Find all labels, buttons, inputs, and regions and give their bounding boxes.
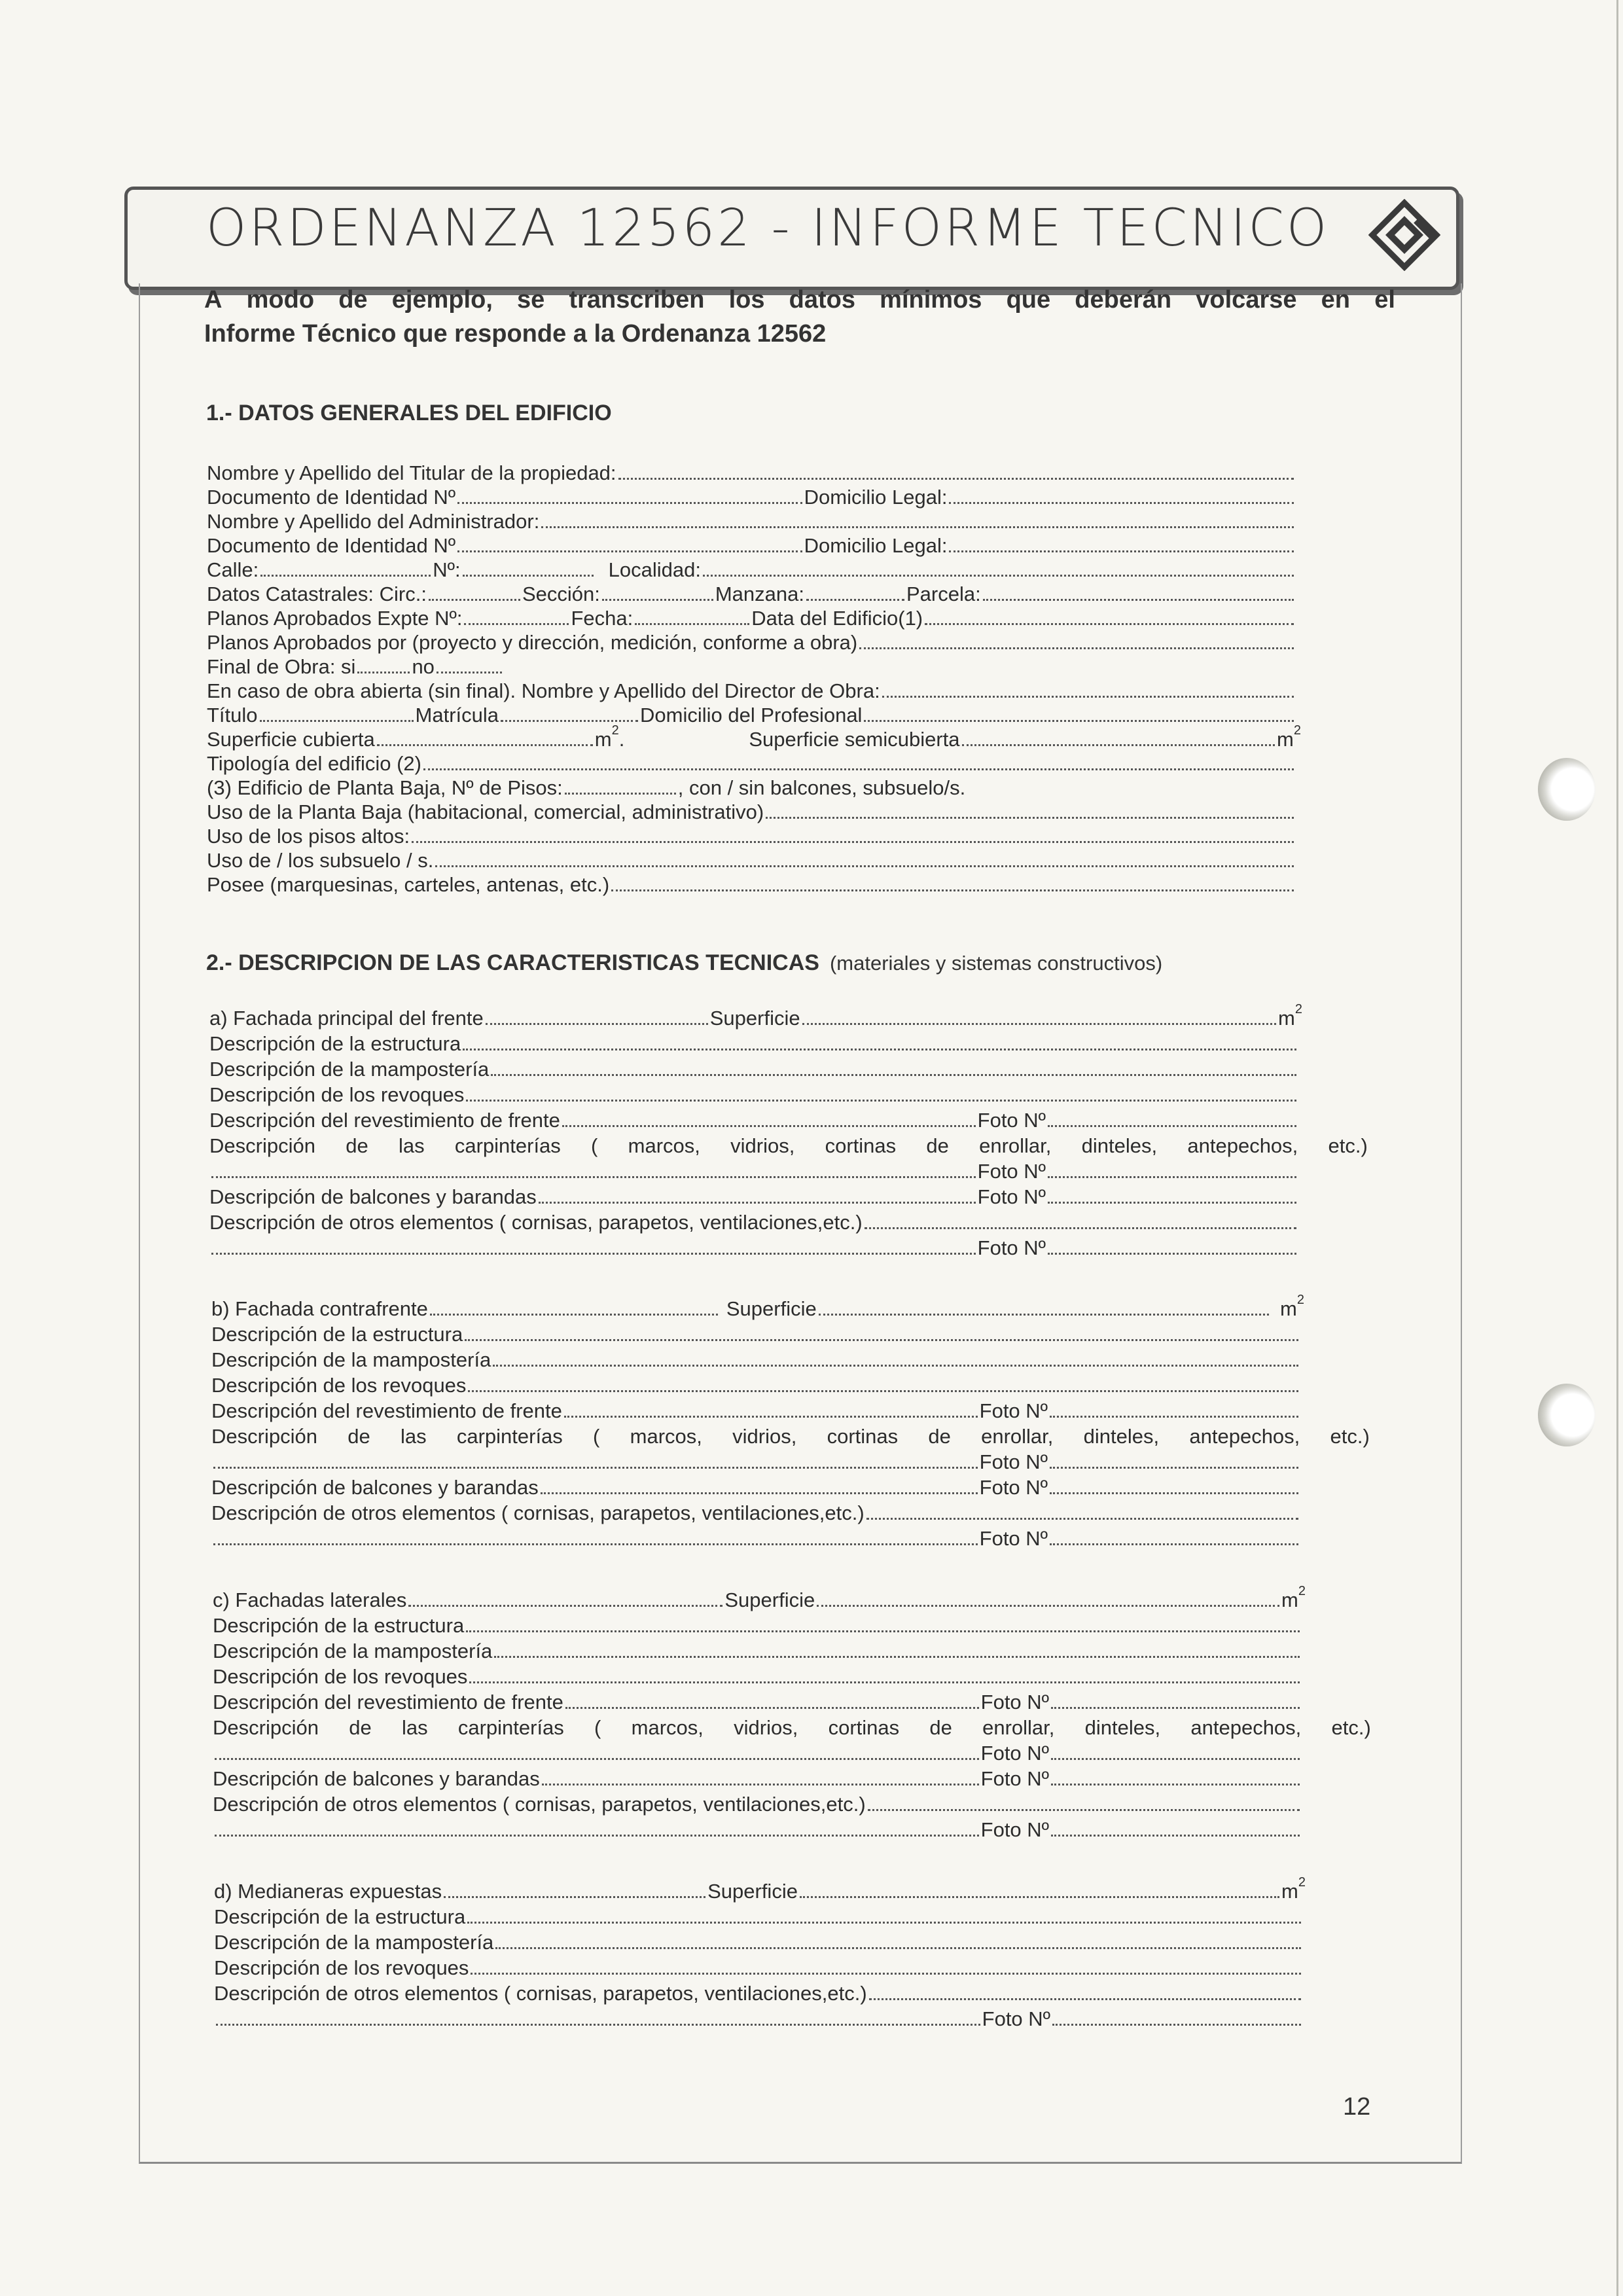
word: (	[594, 1716, 601, 1739]
fill-line[interactable]	[457, 502, 802, 504]
unit-m2: $m^2$	[1278, 1002, 1302, 1030]
page-number: 12	[1343, 2093, 1371, 2121]
intro-word: que	[1006, 286, 1051, 314]
label: Foto Nº	[979, 1450, 1048, 1473]
label: Foto Nº	[979, 1476, 1048, 1499]
word: antepechos,	[1190, 1716, 1302, 1739]
fachada-c-header	[213, 1584, 1306, 1612]
label: Foto Nº	[977, 1236, 1046, 1259]
page-edge	[1616, 0, 1618, 2296]
fill-line[interactable]	[215, 1758, 979, 1760]
fill-line[interactable]	[1050, 1492, 1298, 1494]
label: Descripción de la mampostería	[213, 1640, 493, 1662]
fill-line[interactable]	[408, 1605, 722, 1607]
label: Data del Edificio(1)	[751, 607, 923, 630]
label: Sección:	[522, 583, 600, 605]
fill-line[interactable]	[869, 1998, 1301, 2000]
label: Foto Nº	[980, 1767, 1049, 1790]
fill-line[interactable]	[1051, 1707, 1300, 1709]
fill-line[interactable]	[463, 575, 594, 577]
label: Título	[207, 704, 258, 726]
label: Superficie	[726, 1297, 817, 1320]
fachada-c-revestimiento	[213, 1691, 1302, 1714]
intro-word: transcriben	[569, 286, 705, 314]
punch-hole-top	[1538, 758, 1596, 821]
fill-line[interactable]	[635, 623, 749, 625]
word: etc.)	[1331, 1716, 1371, 1739]
fill-line[interactable]	[983, 599, 1294, 601]
fill-line[interactable]	[1050, 1543, 1298, 1545]
fill-line[interactable]	[501, 720, 638, 722]
fill-line[interactable]	[565, 1707, 979, 1709]
fachada-a-header	[209, 1002, 1302, 1030]
intro-word: de	[338, 286, 368, 314]
fachada-b-balcones	[211, 1476, 1300, 1499]
word: marcos,	[630, 1425, 702, 1448]
fachada-a-mamposteria	[209, 1058, 1298, 1081]
label: Descripción de balcones y barandas	[213, 1767, 540, 1790]
fill-line[interactable]	[471, 1973, 1301, 1975]
word: vidrios,	[732, 1425, 797, 1448]
fill-line[interactable]	[215, 1835, 979, 1837]
fill-line[interactable]	[1048, 1125, 1296, 1127]
word: (	[591, 1134, 598, 1157]
fill-line[interactable]	[602, 599, 713, 601]
fachada-a-otros	[209, 1211, 1298, 1234]
fachada-c-estructura	[213, 1614, 1302, 1638]
unit-m2: $m^2$.	[594, 723, 625, 751]
fill-line[interactable]	[430, 1314, 718, 1316]
intro-word: A	[204, 286, 223, 314]
fill-line[interactable]	[806, 599, 904, 601]
fill-line[interactable]	[1048, 1202, 1296, 1204]
word: las	[398, 1134, 425, 1157]
word: carpinterías	[456, 1425, 563, 1448]
fachada-b-revestimiento	[211, 1399, 1300, 1423]
label: Parcela:	[906, 583, 981, 605]
intro-line-2: Informe Técnico que responde a la Ordenanza 12562	[204, 320, 827, 348]
label: Descripción de la estructura	[209, 1032, 461, 1055]
field-final-obra	[207, 655, 504, 679]
word: vidrios,	[730, 1134, 795, 1157]
medianeras-mamposteria	[214, 1931, 1303, 1954]
fachada-b-otros	[211, 1501, 1300, 1525]
unit-m2: $m^2$	[1281, 1875, 1306, 1903]
fill-line[interactable]	[466, 1630, 1300, 1632]
section-2-heading: 2.- DESCRIPCION DE LAS CARACTERISTICAS TECNICAS	[206, 950, 819, 975]
fill-line[interactable]	[211, 1253, 976, 1255]
fill-line[interactable]	[216, 2024, 980, 2026]
fill-line[interactable]	[565, 793, 676, 795]
label: Descripción del revestimiento de frente	[209, 1109, 560, 1132]
field-posee	[207, 873, 1296, 897]
fill-line[interactable]	[1050, 1416, 1298, 1418]
word: las	[400, 1425, 427, 1448]
word: enrollar,	[981, 1425, 1054, 1448]
fachada-c-mamposteria	[213, 1640, 1302, 1663]
fill-line[interactable]	[949, 502, 1294, 504]
label: Planos Aprobados por (proyecto y dirección, medición, conforme a obra)	[207, 631, 858, 654]
section-1-title: 1.- DATOS GENERALES DEL EDIFICIO	[206, 401, 612, 425]
label: Descripción de otros elementos ( cornisas, parapetos, ventilaciones,etc.)	[209, 1211, 863, 1234]
label: a) Fachada principal del frente	[209, 1007, 484, 1030]
fill-line[interactable]	[211, 1176, 976, 1178]
fill-line[interactable]	[618, 478, 1294, 480]
fachada-b-estructura	[211, 1323, 1300, 1346]
section-2-title	[206, 950, 1162, 976]
fill-line[interactable]	[494, 1656, 1300, 1658]
fachada-a-carpinterias	[209, 1134, 1368, 1158]
word: de	[349, 1716, 372, 1739]
fachada-c-carpinterias-cont	[213, 1742, 1302, 1765]
word: cortinas	[825, 1134, 897, 1157]
field-uso-subsuelos	[207, 849, 1296, 872]
word: enrollar,	[979, 1134, 1052, 1157]
medianeras-otros	[214, 1982, 1303, 2005]
label: Documento de Identidad Nº	[207, 534, 456, 557]
field-obra-abierta	[207, 679, 1296, 703]
label: no	[412, 655, 435, 678]
fill-line[interactable]	[435, 865, 1294, 867]
label: Descripción de balcones y barandas	[211, 1476, 539, 1499]
intro-line-1	[204, 283, 1395, 317]
label: Descripción de la mampostería	[209, 1058, 490, 1081]
word: carpinterías	[457, 1716, 564, 1739]
label: Descripción de balcones y barandas	[209, 1185, 537, 1208]
fachada-a-carpinterias-cont	[209, 1160, 1298, 1183]
diamond-logo-icon	[1368, 199, 1440, 271]
label: Superficie cubierta	[207, 728, 375, 751]
fill-line[interactable]	[802, 1023, 1276, 1025]
word: cortinas	[827, 1425, 899, 1448]
fachada-a-estructura	[209, 1032, 1298, 1056]
label: b) Fachada contrafrente	[211, 1297, 428, 1320]
fill-line[interactable]	[437, 672, 502, 673]
fachada-b-mamposteria	[211, 1348, 1300, 1372]
word: dinteles,	[1081, 1134, 1158, 1157]
word: vidrios,	[734, 1716, 798, 1739]
fill-line[interactable]	[882, 696, 1294, 698]
fill-line[interactable]	[1051, 1784, 1300, 1785]
field-uso-pb	[207, 800, 1296, 824]
fill-line[interactable]	[800, 1896, 1279, 1898]
fill-line[interactable]	[865, 1227, 1296, 1229]
label: Localidad:	[608, 558, 701, 581]
label: Foto Nº	[980, 1742, 1049, 1765]
document-title: ORDENANZA 12562 - INFORME TECNICO	[206, 199, 1330, 258]
field-uso-pisos	[207, 825, 1296, 848]
label: Uso de los pisos altos:	[207, 825, 410, 848]
label: Foto Nº	[982, 2007, 1050, 2030]
label: Foto Nº	[977, 1185, 1046, 1208]
label: Descripción de los revoques	[211, 1374, 467, 1397]
punch-hole-bottom	[1538, 1384, 1596, 1446]
word: antepechos,	[1187, 1134, 1298, 1157]
fachada-a-revestimiento	[209, 1109, 1298, 1132]
fill-line[interactable]	[213, 1467, 978, 1469]
label: Superficie semicubierta	[749, 728, 960, 751]
medianeras-estructura	[214, 1905, 1303, 1929]
label: Datos Catastrales: Circ.:	[207, 583, 427, 605]
label: Planos Aprobados Expte Nº:	[207, 607, 463, 630]
fill-line[interactable]	[542, 1784, 979, 1785]
intro-word: mínimos	[880, 286, 982, 314]
field-titular	[207, 461, 1296, 485]
fill-line[interactable]	[817, 1605, 1279, 1607]
word: de	[928, 1425, 951, 1448]
fachada-a-revoques	[209, 1083, 1298, 1107]
medianeras-otros-cont	[214, 2007, 1303, 2031]
field-tipologia	[207, 752, 1296, 776]
label: Descripción de otros elementos ( cornisas, parapetos, ventilaciones,etc.)	[214, 1982, 867, 2005]
label: Descripción de la estructura	[214, 1905, 466, 1928]
intro-word: ejemplo,	[391, 286, 493, 314]
fill-line[interactable]	[1048, 1176, 1296, 1178]
label: Descripción de los revoques	[213, 1665, 468, 1688]
label: Calle:	[207, 558, 259, 581]
fill-line[interactable]	[357, 672, 410, 673]
label: Superficie	[724, 1588, 815, 1611]
medianeras-header	[214, 1875, 1306, 1903]
label: Posee (marquesinas, carteles, antenas, etc.)	[207, 873, 610, 896]
label: Final de Obra: si	[207, 655, 356, 678]
word: etc.)	[1330, 1425, 1370, 1448]
fill-line[interactable]	[495, 1947, 1301, 1949]
fill-line[interactable]	[1050, 1467, 1298, 1469]
label: Uso de la Planta Baja (habitacional, comercial, administrativo)	[207, 800, 764, 823]
field-calle	[207, 558, 1296, 582]
fill-line[interactable]	[541, 1492, 978, 1494]
section-2-subtitle: (materiales y sistemas constructivos)	[829, 952, 1163, 975]
label: Descripción de los revoques	[209, 1083, 465, 1106]
intro-word: volcarse	[1196, 286, 1297, 314]
label: Uso de / los subsuelo / s.	[207, 849, 434, 872]
word: Descripción	[213, 1716, 319, 1739]
fachada-c-carpinterias	[213, 1716, 1371, 1740]
field-titulo	[207, 704, 1296, 727]
label: Nombre y Apellido del Administrador:	[207, 510, 540, 533]
word: de	[346, 1134, 368, 1157]
fill-line[interactable]	[949, 550, 1294, 552]
word: (	[593, 1425, 600, 1448]
fill-line[interactable]	[703, 575, 1294, 577]
word: dinteles,	[1083, 1425, 1160, 1448]
label: Descripción de los revoques	[214, 1956, 469, 1979]
label: Tipología del edificio (2)	[207, 752, 421, 775]
label: Descripción de otros elementos ( cornisas, parapetos, ventilaciones,etc.)	[213, 1793, 866, 1816]
fill-line[interactable]	[444, 1896, 705, 1898]
label: Descripción del revestimiento de frente	[213, 1691, 563, 1713]
label: Fecha:	[571, 607, 633, 630]
label: Documento de Identidad Nº	[207, 486, 456, 509]
fill-line[interactable]	[539, 1202, 976, 1204]
label: Domicilio Legal:	[804, 486, 948, 509]
label: (3) Edificio de Planta Baja, Nº de Pisos:	[207, 776, 563, 799]
word: etc.)	[1328, 1134, 1368, 1157]
header-banner	[124, 187, 1459, 290]
unit-m2: $m^2$	[1280, 1293, 1304, 1320]
fill-line[interactable]	[493, 1365, 1298, 1367]
fill-line[interactable]	[925, 623, 1294, 625]
intro-word: deberán	[1075, 286, 1172, 314]
label: Descripción de la mampostería	[211, 1348, 491, 1371]
fill-line[interactable]	[423, 768, 1294, 770]
label: Descripción de la estructura	[213, 1614, 465, 1637]
fachada-a-balcones	[209, 1185, 1298, 1209]
word: enrollar,	[982, 1716, 1055, 1739]
fachada-c-otros-cont	[213, 1818, 1302, 1842]
word: dinteles,	[1084, 1716, 1161, 1739]
field-edificio-planta	[207, 776, 965, 800]
field-planos-expte	[207, 607, 1296, 630]
label: Matrícula	[415, 704, 499, 726]
field-administrador	[207, 510, 1296, 533]
label: Foto Nº	[980, 1818, 1049, 1841]
fill-line[interactable]	[962, 744, 1275, 746]
fill-line[interactable]	[429, 599, 520, 601]
fill-line[interactable]	[868, 1809, 1300, 1811]
fill-line[interactable]	[866, 1518, 1298, 1520]
unit-m2: $m^2$	[1277, 723, 1301, 751]
fill-line[interactable]	[1052, 2024, 1301, 2026]
intro-word: los	[728, 286, 765, 314]
intro-paragraph	[204, 283, 1395, 351]
label: Foto Nº	[979, 1399, 1048, 1422]
fill-line[interactable]	[611, 889, 1294, 891]
fill-line[interactable]	[541, 526, 1294, 528]
field-catastrales	[207, 583, 1296, 606]
fill-line[interactable]	[377, 744, 593, 746]
word: las	[401, 1716, 428, 1739]
word: Descripción	[211, 1425, 317, 1448]
label: Descripción de la mampostería	[214, 1931, 494, 1954]
fill-line[interactable]	[491, 1074, 1296, 1076]
word: marcos,	[628, 1134, 700, 1157]
label: d) Medianeras expuestas	[214, 1880, 442, 1903]
fill-line[interactable]	[469, 1681, 1300, 1683]
label: Domicilio Legal:	[804, 534, 948, 557]
medianeras-revoques	[214, 1956, 1303, 1980]
fill-line[interactable]	[468, 1390, 1298, 1392]
word: Descripción	[209, 1134, 315, 1157]
label: Nombre y Apellido del Titular de la propiedad:	[207, 461, 616, 484]
word: de	[348, 1425, 370, 1448]
label: Superficie	[707, 1880, 798, 1903]
unit-m2: $m^2$	[1281, 1584, 1306, 1611]
field-planos-por	[207, 631, 1296, 655]
label: Foto Nº	[977, 1109, 1046, 1132]
fill-line[interactable]	[1051, 1835, 1300, 1837]
fachada-b-header	[211, 1293, 1304, 1321]
intro-word: en	[1321, 286, 1351, 314]
fill-line[interactable]	[457, 550, 802, 552]
fill-line[interactable]	[819, 1314, 1269, 1316]
fill-line[interactable]	[564, 1416, 978, 1418]
fill-line[interactable]	[562, 1125, 976, 1127]
label: Domicilio del Profesional	[640, 704, 863, 726]
fill-line[interactable]	[1048, 1253, 1296, 1255]
label: Nº:	[433, 558, 461, 581]
label: , con / sin balcones, subsuelo/s.	[677, 776, 966, 799]
fill-line[interactable]	[465, 1339, 1298, 1341]
fill-line[interactable]	[864, 720, 1294, 722]
intro-word: se	[517, 286, 545, 314]
fill-line[interactable]	[859, 647, 1294, 649]
word: antepechos,	[1189, 1425, 1300, 1448]
label: Foto Nº	[977, 1160, 1046, 1183]
field-documento-1	[207, 486, 1296, 509]
word: marcos,	[631, 1716, 704, 1739]
label: En caso de obra abierta (sin final). Nombre y Apellido del Director de Obra:	[207, 679, 880, 702]
fill-line[interactable]	[467, 1922, 1301, 1924]
fachada-b-carpinterias-cont	[211, 1450, 1300, 1474]
fachada-b-otros-cont	[211, 1527, 1300, 1551]
fachada-c-otros	[213, 1793, 1302, 1816]
label: Superficie	[709, 1007, 800, 1030]
fill-line[interactable]	[412, 841, 1294, 843]
label: Foto Nº	[979, 1527, 1048, 1550]
label: c) Fachadas laterales	[213, 1588, 407, 1611]
fill-line[interactable]	[466, 1100, 1296, 1102]
fachada-b-revoques	[211, 1374, 1300, 1397]
label: Manzana:	[715, 583, 804, 605]
word: carpinterías	[454, 1134, 561, 1157]
fill-line[interactable]	[213, 1543, 978, 1545]
label: Descripción de otros elementos ( cornisas, parapetos, ventilaciones,etc.)	[211, 1501, 865, 1524]
fachada-c-balcones	[213, 1767, 1302, 1791]
fill-line[interactable]	[1051, 1758, 1300, 1760]
fill-line[interactable]	[486, 1023, 708, 1025]
intro-word: modo	[246, 286, 315, 314]
fill-line[interactable]	[464, 623, 569, 625]
field-documento-2	[207, 534, 1296, 558]
intro-word: el	[1374, 286, 1395, 314]
word: cortinas	[828, 1716, 900, 1739]
word: de	[926, 1134, 949, 1157]
fachada-c-revoques	[213, 1665, 1302, 1689]
field-superficies	[207, 723, 1301, 751]
intro-word: datos	[789, 286, 856, 314]
fill-line[interactable]	[260, 720, 414, 722]
fill-line[interactable]	[766, 817, 1294, 819]
label: Descripción de la estructura	[211, 1323, 463, 1346]
fachada-b-carpinterias	[211, 1425, 1370, 1448]
fill-line[interactable]	[260, 575, 431, 577]
fill-line[interactable]	[463, 1049, 1296, 1050]
fachada-a-otros-cont	[209, 1236, 1298, 1260]
label: Descripción del revestimiento de frente	[211, 1399, 562, 1422]
word: de	[929, 1716, 952, 1739]
label: Foto Nº	[980, 1691, 1049, 1713]
